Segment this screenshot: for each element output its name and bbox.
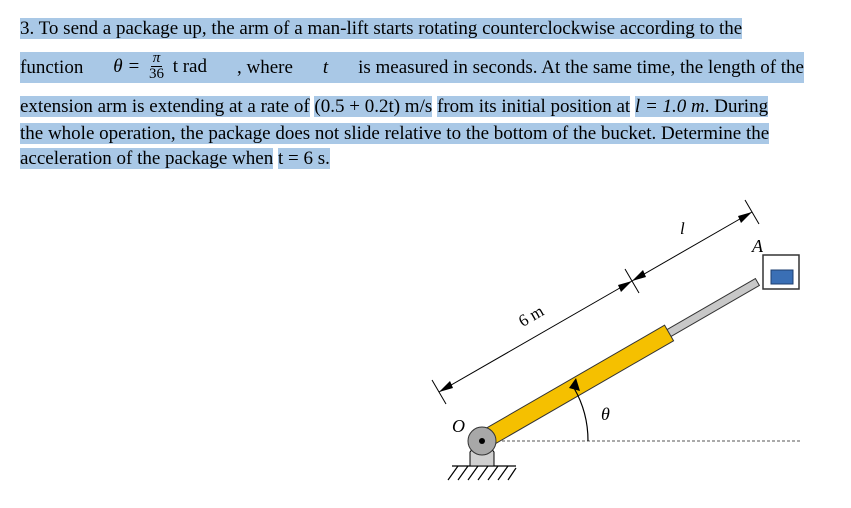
problem-line-2-function-word: function [20, 56, 84, 78]
label-a: A [752, 236, 763, 256]
problem-line-3-c: . During [704, 96, 769, 117]
label-o: O [452, 416, 465, 436]
dim-l-arrow-right [738, 212, 752, 223]
problem-line-5-a: acceleration of the package when [20, 148, 274, 169]
dimension-l [632, 200, 759, 281]
package [771, 270, 793, 284]
problem-line-1-text: 3. To send a package up, the arm of a man-lift starts rotating counterclockwise according to the [20, 18, 743, 39]
time-expression: t = 6 s [277, 148, 326, 169]
fraction-denominator: 36 [148, 66, 164, 82]
dimension-6m [432, 269, 639, 404]
problem-line-4-text: the whole operation, the package does not slide relative to the bottom of the bucket. Determine the [20, 123, 770, 144]
hatch-1 [448, 466, 458, 480]
problem-line-5-b: . [325, 148, 330, 169]
dim-l-line [632, 212, 752, 281]
label-6m: 6 m [515, 301, 548, 331]
fraction-numerator: π [152, 50, 161, 66]
hatch-4 [478, 466, 488, 480]
theta-rhs: t rad [172, 55, 207, 77]
arm-assembly [478, 274, 762, 449]
label-l: l [680, 219, 685, 238]
hatch-5 [488, 466, 498, 480]
problem-line-2-where: , where [236, 56, 293, 78]
hatch-2 [458, 466, 468, 480]
ground-support [448, 466, 516, 480]
label-theta: θ [601, 404, 610, 424]
problem-line-2-t: t [322, 56, 329, 78]
dim-l-arrow-left [632, 270, 646, 281]
dim-6m-arrow-right [618, 281, 632, 292]
hatch-3 [468, 466, 478, 480]
hatch-7 [508, 468, 516, 480]
initial-position-expression: l = 1.0 m [634, 96, 705, 117]
hatch-6 [498, 466, 508, 480]
extension-arm [665, 279, 759, 338]
rate-expression: (0.5 + 0.2t) m/s [314, 96, 433, 117]
pivot-pin-center [479, 438, 485, 444]
problem-line-3-b: from its initial position at [437, 96, 631, 117]
dim-6m-arrow-left [439, 381, 453, 392]
problem-line-3-a: extension arm is extending at a rate of [20, 96, 310, 117]
problem-line-2-rest: is measured in seconds. At the same time, the length of the [358, 56, 804, 78]
theta-lhs: θ = [113, 55, 141, 77]
